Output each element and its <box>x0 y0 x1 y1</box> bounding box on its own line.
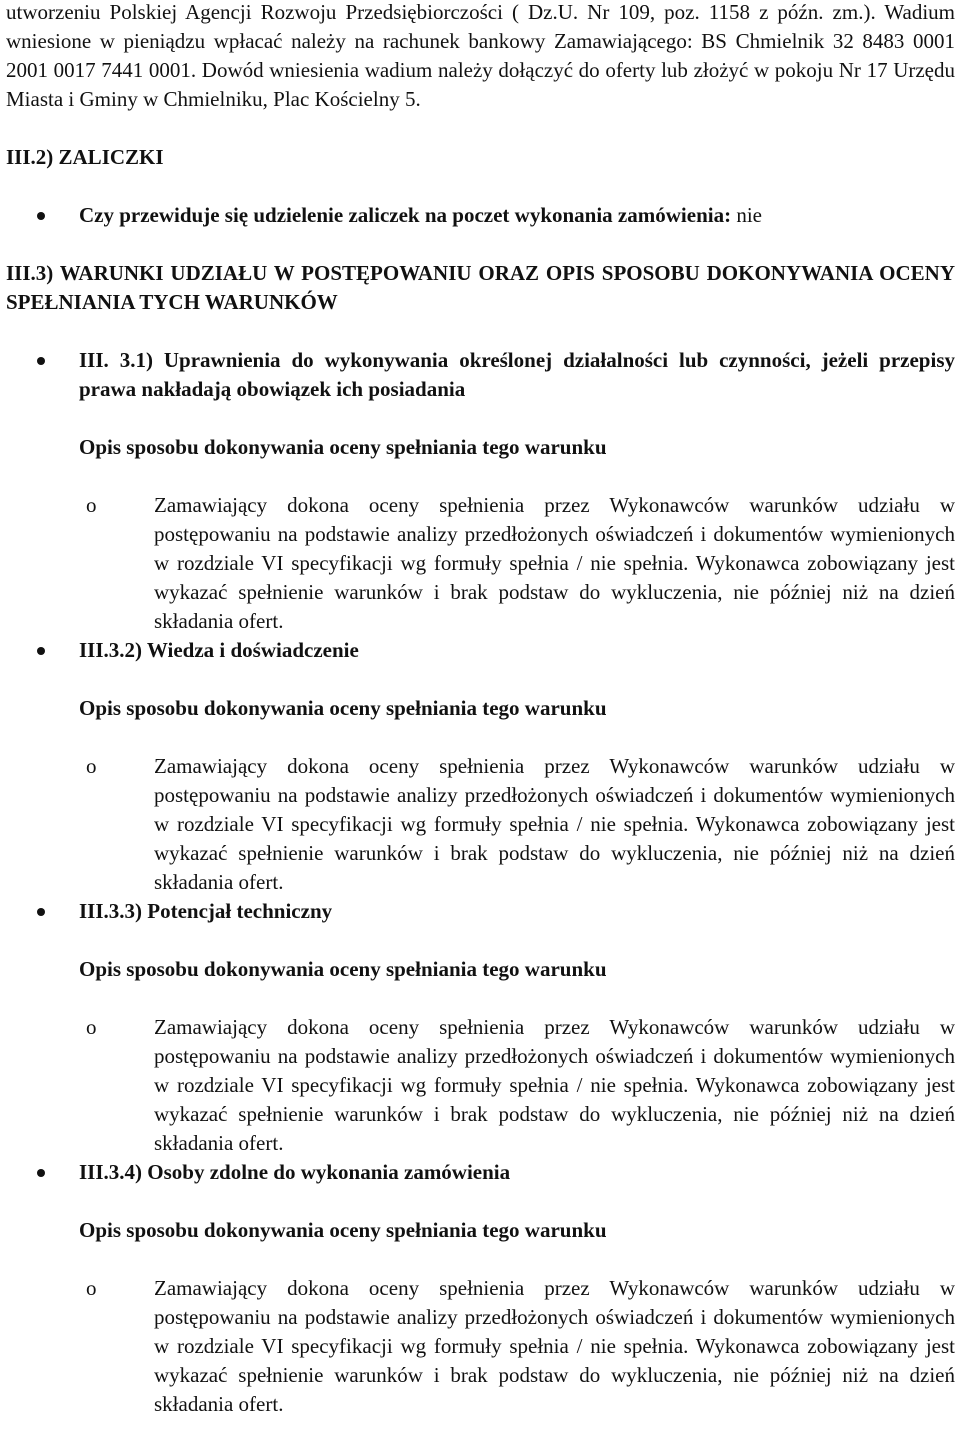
condition-opis: Opis sposobu dokonywania oceny spełniania tego warunku <box>79 696 607 720</box>
condition-description <box>6 491 955 636</box>
condition-description-text: Zamawiający dokona oceny spełnienia przez Wykonawców warunków udziału w postępowaniu na podstawie analizy przedłożonych oświadczeń i dokumentów wymienionych w rozdziale VI specyfikacji wg formuły spełnia / nie spełnia. Wykonawca zobowiązany jest wykazać spełnienie warunków i brak podstaw do wykluczenia, nie później niż na dzień składania ofert. <box>154 1015 955 1155</box>
bullet-icon <box>37 908 45 916</box>
condition-description-text: Zamawiający dokona oceny spełnienia przez Wykonawców warunków udziału w postępowaniu na podstawie analizy przedłożonych oświadczeń i dokumentów wymienionych w rozdziale VI specyfikacji wg formuły spełnia / nie spełnia. Wykonawca zobowiązany jest wykazać spełnienie warunków i brak podstaw do wykluczenia, nie później niż na dzień składania ofert. <box>154 1276 955 1416</box>
condition-title-text: III.3.4) Osoby zdolne do wykonania zamówienia <box>79 1160 511 1184</box>
list-item-zaliczki <box>6 201 955 230</box>
condition-description <box>6 1274 955 1419</box>
bullet-icon <box>37 1169 45 1177</box>
condition-title-text: III.3.2) Wiedza i doświadczenie <box>79 638 359 662</box>
condition-opis: Opis sposobu dokonywania oceny spełniania tego warunku <box>79 1218 607 1242</box>
bullet-icon <box>37 212 45 220</box>
list-marker: o <box>86 754 97 778</box>
intro-paragraph: utworzeniu Polskiej Agencji Rozwoju Przedsiębiorczości ( Dz.U. Nr 109, poz. 1158 z późn. zm.). Wadium wniesione w pieniądzu wpłacać należy na rachunek bankowy Zamawiającego: BS Chmielnik 32 8483 0001 2001 0017 7441 0001. Dowód wniesienia wadium należy dołączyć do oferty lub złożyć w pokoju Nr 17 Urzędu Miasta i Gminy w Chmielniku, Plac Kościelny 5. <box>6 0 955 111</box>
condition-description <box>6 1013 955 1158</box>
bullet-icon <box>37 647 45 655</box>
condition-opis: Opis sposobu dokonywania oceny spełniania tego warunku <box>79 435 607 459</box>
condition-description-text: Zamawiający dokona oceny spełnienia przez Wykonawców warunków udziału w postępowaniu na podstawie analizy przedłożonych oświadczeń i dokumentów wymienionych w rozdziale VI specyfikacji wg formuły spełnia / nie spełnia. Wykonawca zobowiązany jest wykazać spełnienie warunków i brak podstaw do wykluczenia, nie później niż na dzień składania ofert. <box>154 493 955 633</box>
condition-description <box>6 752 955 897</box>
document-page <box>6 0 955 1419</box>
condition-title <box>6 346 955 404</box>
list-marker: o <box>86 1276 97 1300</box>
section-heading-zaliczki: III.2) ZALICZKI <box>6 145 164 169</box>
condition-title <box>6 1158 955 1187</box>
zaliczki-question: Czy przewiduje się udzielenie zaliczek na poczet wykonania zamówienia: <box>79 203 732 227</box>
list-marker: o <box>86 493 97 517</box>
list-marker: o <box>86 1015 97 1039</box>
condition-description-text: Zamawiający dokona oceny spełnienia przez Wykonawców warunków udziału w postępowaniu na podstawie analizy przedłożonych oświadczeń i dokumentów wymienionych w rozdziale VI specyfikacji wg formuły spełnia / nie spełnia. Wykonawca zobowiązany jest wykazać spełnienie warunków i brak podstaw do wykluczenia, nie później niż na dzień składania ofert. <box>154 754 955 894</box>
condition-opis: Opis sposobu dokonywania oceny spełniania tego warunku <box>79 957 607 981</box>
condition-title-text: III. 3.1) Uprawnienia do wykonywania określonej działalności lub czynności, jeżeli przepisy prawa nakładają obowiązek ich posiadania <box>79 348 955 401</box>
condition-title <box>6 897 955 926</box>
section-heading-warunki: III.3) WARUNKI UDZIAŁU W POSTĘPOWANIU ORAZ OPIS SPOSOBU DOKONYWANIA OCENY SPEŁNIANIA TYCH WARUNKÓW <box>6 261 955 314</box>
condition-title <box>6 636 955 665</box>
bullet-icon <box>37 357 45 365</box>
condition-title-text: III.3.3) Potencjał techniczny <box>79 899 333 923</box>
zaliczki-answer: nie <box>731 203 762 227</box>
